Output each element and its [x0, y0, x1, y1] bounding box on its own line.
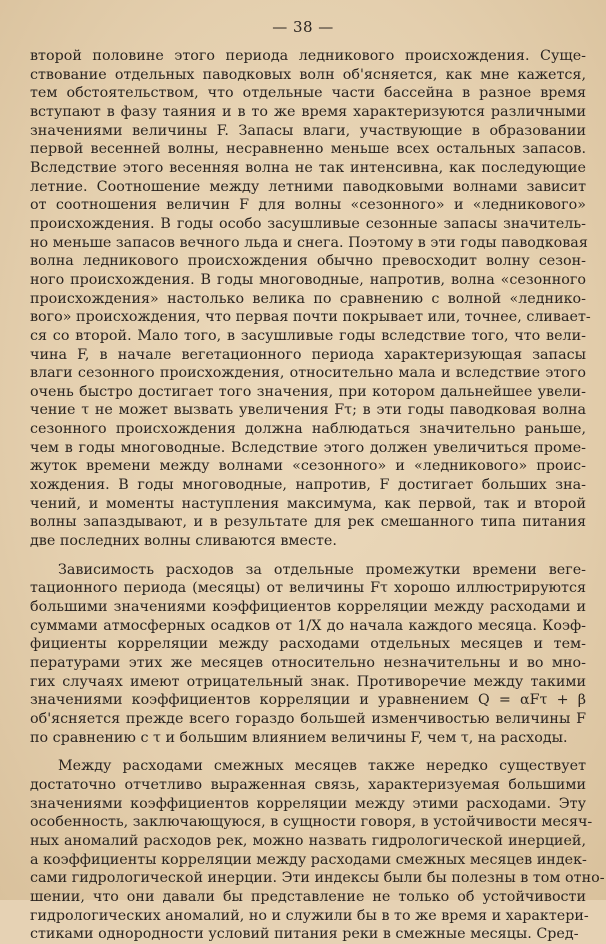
text-line: происхождения. В годы особо засушливые сезонные запасы значитель-: [30, 215, 586, 232]
text-line: особенность, заключающуюся, в сущности говоря, в устойчивости месяч-: [30, 814, 593, 831]
text-line: а коэффициенты корреляции между расходами смежных месяцев индек-: [30, 851, 587, 868]
text-line: ных аномалий расходов рек, можно назвать гидрологической инерцией,: [30, 832, 586, 849]
text-line: волна ледникового происхождения обычно превосходит волну сезон-: [30, 253, 586, 270]
text-line: волны запаздывают, и в результате для рек смешанного типа питания: [30, 514, 586, 531]
text-line: хождения. В годы многоводные, напротив, F достигает больших зна-: [30, 477, 586, 494]
text-line: сами гидрологической инерции. Эти индексы были бы полезны в том отно-: [30, 870, 605, 887]
page-number: — 38 —: [272, 18, 334, 36]
paragraph-1: [30, 47, 591, 551]
text-line: ся со второй. Мало того, в засушливые годы вследствие того, что вели-: [30, 327, 586, 344]
text-line: но меньше запасов вечного льда и снега. Поэтому в эти годы паводковая: [30, 234, 588, 251]
text-line: гих случаях имеют отрицательный знак. Противоречие между такими: [30, 673, 586, 690]
text-line: по сравнению с τ и большим влиянием величины F, чем τ, на расходы.: [30, 729, 568, 746]
text-line: первой весенней волны, несравненно меньше всех остальных запасов.: [30, 141, 586, 158]
text-line: второй половине этого периода ледникового происхождения. Суще-: [30, 48, 586, 64]
text-line: достаточно отчетливо выраженная связь, характеризуемая большими: [30, 776, 586, 793]
text-line: значениями коэффициентов корреляции между этими расходами. Эту: [30, 795, 586, 812]
text-line: большими значениями коэффициентов корреляции между расходами и: [30, 599, 586, 616]
text-line: летние. Соотношение между летними паводковыми волнами зависит: [30, 178, 586, 195]
text-line: фициенты корреляции между расходами отдельных месяцев и тем-: [30, 636, 586, 653]
body-text: [30, 47, 605, 944]
text-line: ного происхождения. В годы многоводные, напротив, волна «сезонного: [30, 271, 586, 288]
text-line: стиками однородности условий питания реки в смежные месяцы. Сред-: [30, 926, 579, 943]
text-line: значениями величины F. Запасы влаги, участвующие в образовании: [30, 122, 586, 139]
text-line: происхождения» настолько велика по сравнению с волной «леднико-: [30, 290, 586, 307]
text-line: жуток времени между волнами «сезонного» и «ледникового» проис-: [30, 458, 586, 475]
text-line: две последних волны сливаются вместе.: [30, 533, 337, 550]
text-line: Между расходами смежных месяцев также нередко существует: [58, 758, 586, 775]
paragraph-2: [30, 561, 586, 748]
text-line: тем обстоятельством, что отдельные части бассейна в разное время: [30, 85, 586, 102]
text-line: ствование отдельных паводковых волн об'ясняется, как мне кажется,: [30, 66, 586, 83]
text-line: чина F, в начале вегетационного периода характеризующая запасы: [30, 346, 586, 363]
text-line: Зависимость расходов за отдельные промежутки времени веге-: [58, 561, 586, 578]
text-line: гидрологических аномалий, но и служили бы в то же время и характери-: [30, 907, 589, 924]
text-line: об'ясняется прежде всего гораздо большей изменчивостью величины F: [30, 710, 586, 727]
text-line: шении, что они давали бы представление не только об устойчивости: [30, 888, 586, 905]
text-line: чение τ не может вызвать увеличения Fτ; в эти годы паводковая волна: [30, 402, 586, 419]
text-line: пературами этих же месяцев относительно незначительны и во мно-: [30, 655, 586, 671]
text-line: влаги сезонного происхождения, относительно мала и вследствие этого: [30, 365, 586, 382]
text-line: Вследствие этого весенняя волна не так интенсивна, как последующие: [30, 159, 586, 176]
text-line: суммами атмосферных осадков от 1/X до начала каждого месяца. Коэф-: [30, 617, 586, 634]
text-line: чем в годы многоводные. Вследствие этого должен увеличиться проме-: [30, 439, 586, 456]
text-line: тационного периода (месяцы) от величины Fτ хорошо иллюстрируются: [30, 580, 586, 597]
text-line: чений, и моменты наступления максимума, как первой, так и второй: [30, 495, 586, 512]
text-line: от соотношения величин F для волны «сезонного» и «ледникового»: [30, 197, 586, 214]
paragraph-3: [30, 757, 605, 944]
text-line: вступают в фазу таяния и в то же время характеризуются различными: [30, 103, 586, 120]
text-line: вого» происхождения, что первая почти покрывает или, точнее, сливает-: [30, 309, 591, 326]
text-line: сезонного происхождения должна наблюдаться значительно раньше,: [30, 421, 586, 438]
text-line: очень быстро достигает того значения, при котором дальнейшее увели-: [30, 383, 586, 400]
text-line: значениями коэффициентов корреляции и уравнением Q = αFτ + β: [30, 692, 586, 709]
